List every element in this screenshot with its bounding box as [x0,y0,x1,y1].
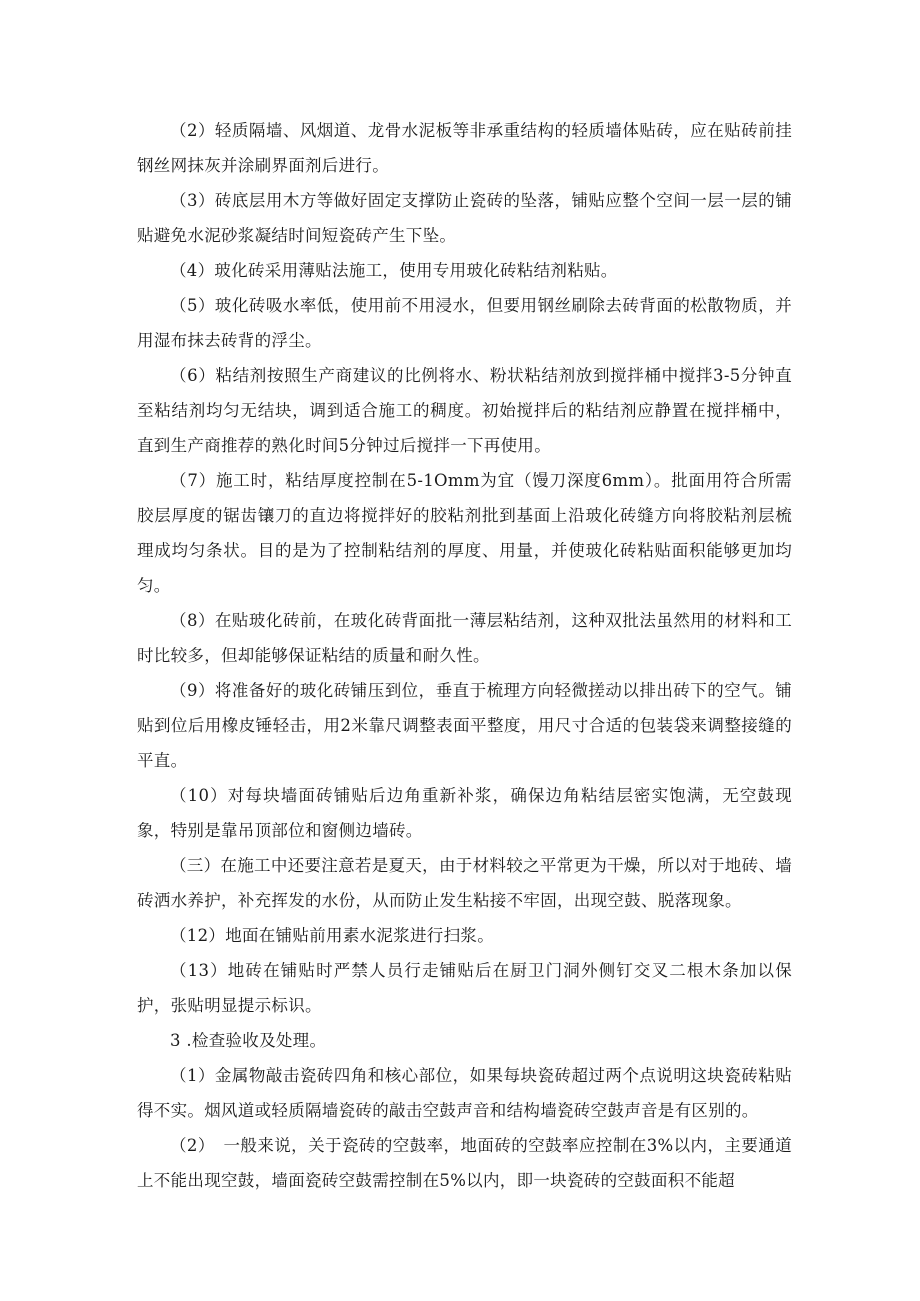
paragraph-6: （6）粘结剂按照生产商建议的比例将水、粉状粘结剂放到搅拌桶中搅拌3-5分钟直至粘结剂均匀无结块，调到适合施工的稠度。初始搅拌后的粘结剂应静置在搅拌桶中，直到生产商推荐的熟化时间5分钟过后搅拌一下再使用。 [137,366,792,455]
paragraph-inspection-1: （1）金属物敲击瓷砖四角和核心部位，如果每块瓷砖超过两个点说明这块瓷砖粘贴得不实。烟风道或轻质隔墙瓷砖的敲击空鼓声音和结构墙瓷砖空鼓声音是有区别的。 [137,1066,792,1120]
paragraph-9: （9）将准备好的玻化砖铺压到位，垂直于梳理方向轻微搓动以排出砖下的空气。铺贴到位后用橡皮锤轻击，用2米靠尺调整表面平整度，用尺寸合适的包装袋来调整接缝的平直。 [137,681,792,770]
paragraph-12: （12）地面在铺贴前用素水泥浆进行扫浆。 [170,926,494,945]
paragraph-3: （3）砖底层用木方等做好固定支撑防止瓷砖的坠落，铺贴应整个空间一层一层的铺贴避免水泥砂浆凝结时间短瓷砖产生下坠。 [137,191,792,245]
paragraph-8: （8）在贴玻化砖前，在玻化砖背面批一薄层粘结剂，这种双批法虽然用的材料和工时比较多，但却能够保证粘结的质量和耐久性。 [137,611,792,665]
paragraph-4: （4）玻化砖采用薄贴法施工，使用专用玻化砖粘结剂粘贴。 [170,261,618,280]
paragraph-san: （三）在施工中还要注意若是夏天，由于材料较之平常更为干燥，所以对于地砖、墙砖洒水养护，补充挥发的水份，从而防止发生粘接不牢固，出现空鼓、脱落现象。 [137,856,792,910]
paragraph-7: （7）施工时，粘结厚度控制在5-1Omm为宜（馒刀深度6mm）。批面用符合所需胶层厚度的锯齿镶刀的直边将搅拌好的胶粘剂批到基面上沿玻化砖缝方向将胶粘剂层梳理成均匀条状。目的是为了控制粘结剂的厚度、用量，并使玻化砖粘贴面积能够更加均匀。 [137,471,792,595]
paragraph-10: （10）对每块墙面砖铺贴后边角重新补浆，确保边角粘结层密实饱满，无空鼓现象，特别是靠吊顶部位和窗侧边墙砖。 [137,786,792,840]
paragraph-13: （13）地砖在铺贴时严禁人员行走铺贴后在厨卫门洞外侧钉交叉二根木条加以保护，张贴明显提示标识。 [137,961,792,1015]
paragraph-5: （5）玻化砖吸水率低，使用前不用浸水，但要用钢丝刷除去砖背面的松散物质，并用湿布抹去砖背的浮尘。 [137,296,792,350]
document-body [137,113,792,1198]
paragraph-inspection-2: （2） 一般来说，关于瓷砖的空鼓率，地面砖的空鼓率应控制在3%以内，主要通道上不能出现空鼓，墙面瓷砖空鼓需控制在5%以内，即一块瓷砖的空鼓面积不能超 [137,1136,792,1190]
paragraph-2: （2）轻质隔墙、风烟道、龙骨水泥板等非承重结构的轻质墙体贴砖，应在贴砖前挂钢丝网抹灰并涂刷界面剂后进行。 [137,121,792,175]
section-heading-inspection: 3 .检查验收及处理。 [170,1031,327,1050]
